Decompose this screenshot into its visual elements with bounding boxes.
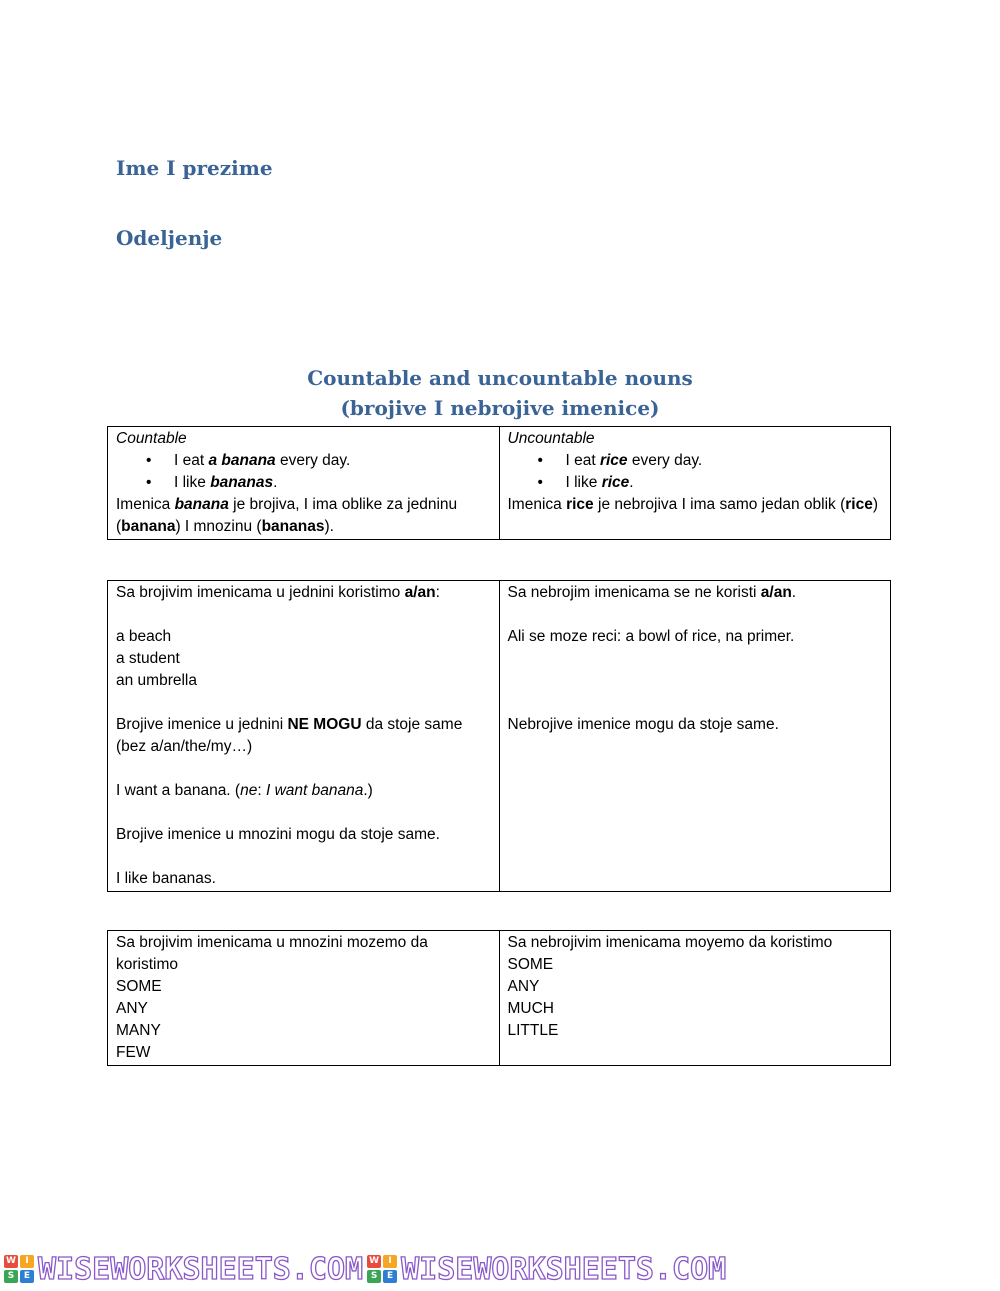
quantifier-item: SOME [116, 978, 162, 995]
countable-cell [108, 427, 500, 540]
quantifier-item: FEW [116, 1044, 151, 1061]
rule-line: Brojive imenice u mnozini mogu da stoje same. [116, 826, 440, 843]
example-line: I like bananas. [116, 870, 216, 887]
countable-articles-cell [108, 581, 500, 892]
page-subtitle: (brojive I nebrojive imenice) [340, 396, 660, 420]
watermark-footer [0, 1252, 1000, 1286]
quantifiers-table [107, 930, 891, 1066]
list-item: • I like rice. [508, 472, 883, 494]
quantifier-item: LITTLE [507, 1022, 559, 1039]
rule-line: Sa brojivim imenicama u jednini koristimo a/an: [116, 584, 440, 601]
quantifier-item: ANY [507, 978, 540, 995]
name-label: Ime I prezime [116, 156, 273, 180]
class-label: Odeljenje [116, 226, 223, 250]
uncountable-quantifiers-cell [499, 931, 891, 1066]
uncountable-cell [499, 427, 891, 540]
quantifier-item: SOME [507, 956, 554, 973]
watermark-text: WISEWORKSHEETS.COM [401, 1251, 727, 1287]
countable-uncountable-table [107, 426, 891, 540]
countable-heading: Countable [116, 430, 187, 447]
page-title: Countable and uncountable nouns [307, 366, 693, 390]
example-line: Ali se moze reci: a bowl of rice, na primer. [507, 628, 795, 645]
list-item: • I like bananas. [116, 472, 491, 494]
countable-quantifiers-cell [108, 931, 500, 1066]
watermark-text: WISEWORKSHEETS.COM [38, 1251, 364, 1287]
example-item: a student [116, 650, 180, 667]
rule-line: Brojive imenice u jednini NE MOGU da stoje same (bez a/an/the/my…) [116, 716, 463, 755]
quantifier-intro: Sa nebrojivim imenicama moyemo da koristimo [507, 934, 833, 951]
logo-icon: W I S E [4, 1255, 34, 1283]
uncountable-heading: Uncountable [507, 430, 595, 447]
countable-note: Imenica banana je brojiva, I ima oblike za jedninu (banana) I mnozinu (bananas). [116, 496, 458, 535]
list-item: • I eat a banana every day. [116, 450, 491, 472]
uncountable-note: Imenica rice je nebrojiva I ima samo jedan oblik (rice) [507, 496, 879, 513]
rule-line: Nebrojive imenice mogu da stoje same. [507, 716, 779, 733]
quantifier-intro: Sa brojivim imenicama u mnozini mozemo da koristimo [116, 934, 428, 973]
rule-line: Sa nebrojim imenicama se ne koristi a/an. [507, 584, 797, 601]
quantifier-item: MANY [116, 1022, 161, 1039]
logo-icon: W I S E [367, 1255, 397, 1283]
quantifier-item: ANY [116, 1000, 148, 1017]
example-item: an umbrella [116, 672, 197, 689]
articles-table [107, 580, 891, 892]
quantifier-item: MUCH [507, 1000, 554, 1017]
example-line: I want a banana. (ne: I want banana.) [116, 782, 373, 799]
watermark [367, 1252, 726, 1287]
uncountable-articles-cell [499, 581, 891, 892]
watermark [4, 1252, 363, 1287]
example-item: a beach [116, 628, 172, 645]
list-item: • I eat rice every day. [508, 450, 883, 472]
